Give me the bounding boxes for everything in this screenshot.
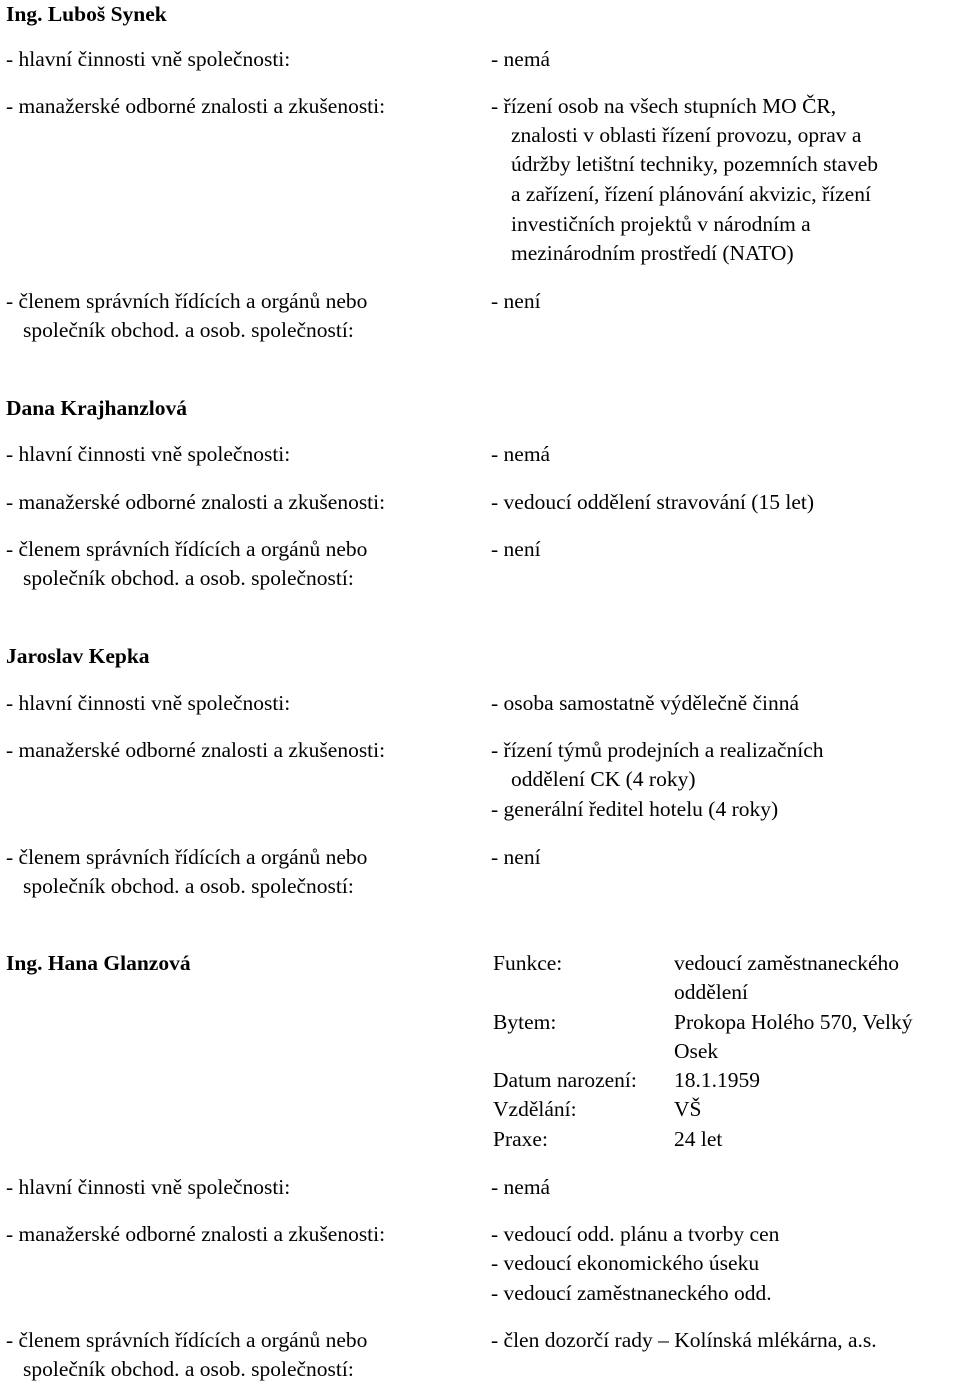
birth-date-value: 18.1.1959 [674,1068,760,1092]
residence-label: Bytem: [493,1010,557,1034]
expertise-line: - řízení osob na všech stupních MO ČR, [491,94,837,118]
member-label: - členem správních řídících a orgánů nebo [6,537,368,561]
member-value: - není [491,537,541,561]
expertise-line: oddělení CK (4 roky) [511,767,696,791]
function-label: Funkce: [493,951,563,975]
practice-label: Praxe: [493,1127,548,1151]
expertise-label: - manažerské odborné znalosti a zkušenosti: [6,738,386,762]
expertise-line: údržby letištní techniky, pozemních staveb [511,152,878,176]
expertise-line: - generální ředitel hotelu (4 roky) [491,797,779,821]
expertise-line: a zařízení, řízení plánování akvizic, řízení [511,182,871,206]
person-name: Ing. Hana Glanzová [6,951,191,975]
function-value-continued: oddělení [674,980,749,1004]
member-label: - členem správních řídících a orgánů nebo [6,845,368,869]
main-activity-value: - osoba samostatně výdělečně činná [491,691,800,715]
member-label-continued: společník obchod. a osob. společností: [23,318,354,342]
education-value: VŠ [674,1097,702,1121]
education-label: Vzdělání: [493,1097,577,1121]
member-label: - členem správních řídících a orgánů nebo [6,289,368,313]
main-activity-value: - nemá [491,1175,551,1199]
member-value: - není [491,845,541,869]
member-label: - členem správních řídících a orgánů nebo [6,1328,368,1352]
main-activity-label: - hlavní činnosti vně společnosti: [6,1175,291,1199]
expertise-line: investičních projektů v národním a [511,212,811,236]
residence-value-continued: Osek [674,1039,719,1063]
birth-date-label: Datum narození: [493,1068,637,1092]
expertise-label: - manažerské odborné znalosti a zkušenosti: [6,490,386,514]
main-activity-label: - hlavní činnosti vně společnosti: [6,442,291,466]
function-value: vedoucí zaměstnaneckého [674,951,900,975]
member-label-continued: společník obchod. a osob. společností: [23,1357,354,1381]
member-label-continued: společník obchod. a osob. společností: [23,874,354,898]
main-activity-value: - nemá [491,47,551,71]
practice-value: 24 let [674,1127,723,1151]
person-name: Jaroslav Kepka [6,644,150,668]
expertise-line: - vedoucí oddělení stravování (15 let) [491,490,814,514]
expertise-label: - manažerské odborné znalosti a zkušenosti: [6,1222,386,1246]
person-name: Ing. Luboš Synek [6,2,167,26]
member-label-continued: společník obchod. a osob. společností: [23,566,354,590]
expertise-label: - manažerské odborné znalosti a zkušenosti: [6,94,386,118]
expertise-line: - řízení týmů prodejních a realizačních [491,738,824,762]
member-value: - člen dozorčí rady – Kolínská mlékárna, a.s. [491,1328,877,1352]
expertise-line: mezinárodním prostředí (NATO) [511,241,794,265]
person-name: Dana Krajhanzlová [6,396,187,420]
main-activity-label: - hlavní činnosti vně společnosti: [6,691,291,715]
main-activity-value: - nemá [491,442,551,466]
expertise-line: znalosti v oblasti řízení provozu, oprav a [511,123,862,147]
member-value: - není [491,289,541,313]
residence-value: Prokopa Holého 570, Velký [674,1010,913,1034]
main-activity-label: - hlavní činnosti vně společnosti: [6,47,291,71]
expertise-line: - vedoucí zaměstnaneckého odd. [491,1281,772,1305]
expertise-line: - vedoucí ekonomického úseku [491,1251,760,1275]
expertise-line: - vedoucí odd. plánu a tvorby cen [491,1222,780,1246]
